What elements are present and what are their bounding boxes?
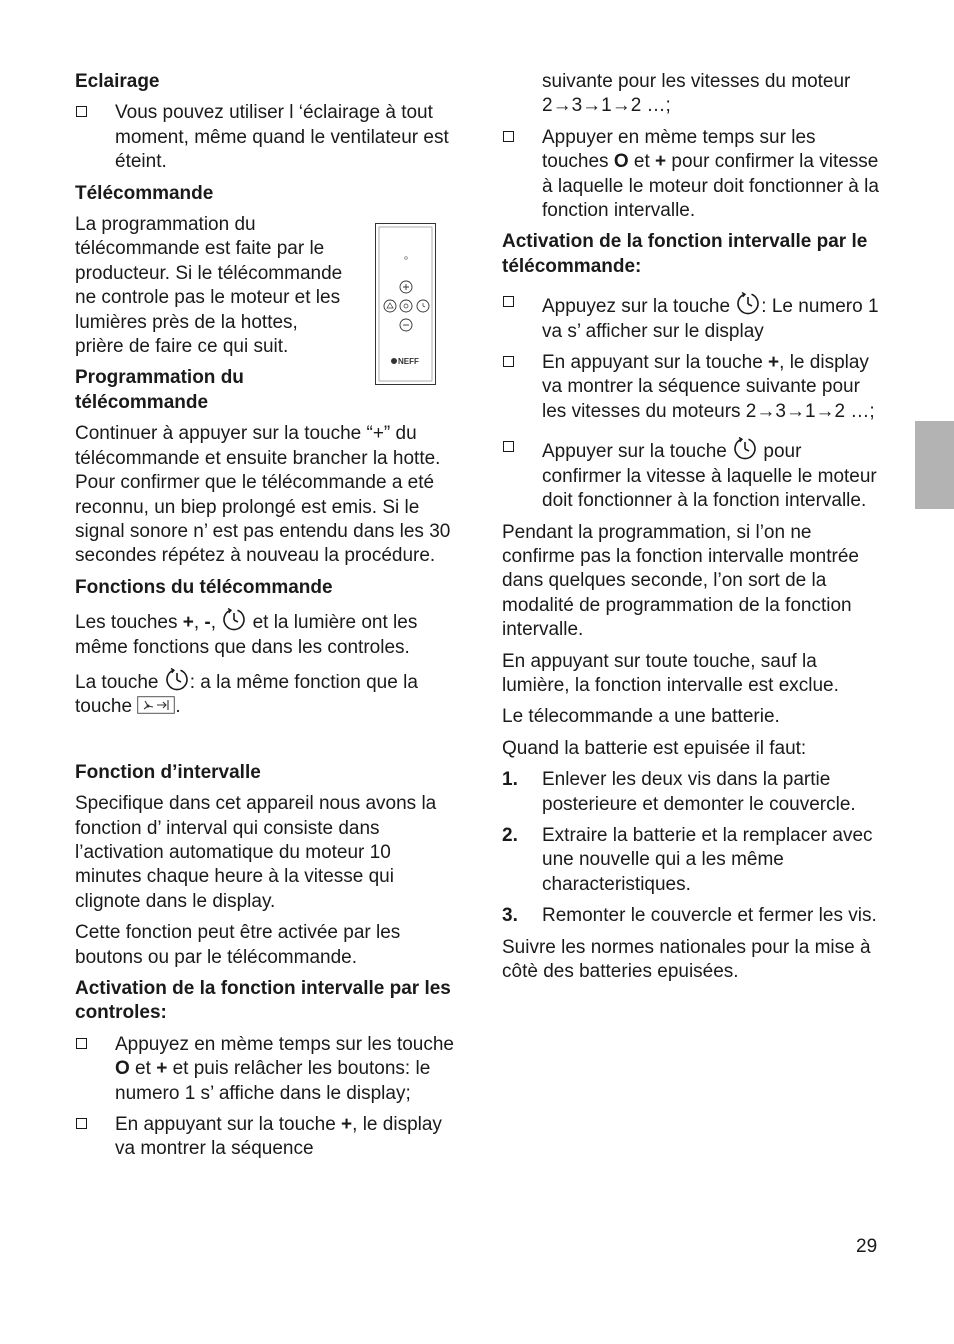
paragraph-appuyant: En appuyant sur toute touche, sauf la lumière, la fonction intervalle est exclue. xyxy=(502,650,839,696)
paragraph-fonctions-1: Les touches +, -, et la lumière ont les même fonctions que dans les controles. xyxy=(75,607,455,660)
bullet-item: En appuyant sur la touche +, le display va montrer la séquence xyxy=(75,1113,455,1162)
checkbox-bullet-icon xyxy=(503,356,514,367)
timer-clock-icon xyxy=(735,291,761,317)
side-tab-marker xyxy=(915,421,954,509)
remote-control-drawing xyxy=(376,224,435,384)
bullet-continuation: suivante pour les vitesses du moteur 2→3→1→2 …; xyxy=(542,71,851,117)
right-column xyxy=(502,70,880,991)
paragraph-suivre: Suivre les normes nationales pour la mise à côtè des batteries epuisées. xyxy=(502,936,871,982)
checkbox-bullet-icon xyxy=(503,441,514,452)
checkbox-bullet-icon xyxy=(503,131,514,142)
page-number: 29 xyxy=(856,1236,878,1257)
timer-clock-icon xyxy=(164,667,190,693)
bullet-item: En appuyant sur la touche +, le display va montrer la séquence suivante pour les vitesses du moteurs 2→3→1→2 …; xyxy=(502,351,880,424)
bullet-item: Appuyer sur la touche pour confirmer la vitesse à laquelle le moteur doit fonctionner à la fonction intervalle. xyxy=(502,436,880,513)
step-text: Remonter le couvercle et fermer les vis. xyxy=(542,905,877,927)
heading-intervalle: Fonction d’intervalle xyxy=(75,761,261,783)
heading-telecommande: Télécommande xyxy=(75,182,214,204)
checkbox-bullet-icon xyxy=(503,296,514,307)
heading-eclairage: Eclairage xyxy=(75,71,160,92)
numbered-step xyxy=(502,824,880,897)
checkbox-bullet-icon xyxy=(76,106,87,117)
paragraph-batterie: Le télecommande a une batterie. xyxy=(502,706,780,728)
paragraph-intervalle-2: Cette fonction peut être activée par les boutons ou par le télécommande. xyxy=(75,922,401,968)
timer-clock-icon xyxy=(732,436,758,462)
bullet-item: Appuyez en mème temps sur les touche O et + et puis relâcher les boutons: le numero 1 s’ affiche dans le display; xyxy=(75,1033,455,1106)
paragraph-pendant: Pendant la programmation, si l’on ne confirme pas la fonction intervalle montrée dans quelques seconde, l’on sort de la modalité de programmation de la fonction intervalle. xyxy=(502,521,859,641)
numbered-step xyxy=(502,904,880,928)
checkbox-bullet-icon xyxy=(76,1118,87,1129)
remote-control-illustration xyxy=(375,223,436,385)
numbered-step xyxy=(502,768,880,817)
paragraph-quand: Quand la batterie est epuisée il faut: xyxy=(502,737,807,759)
step-number: 2. xyxy=(502,824,518,846)
step-number: 3. xyxy=(502,905,518,927)
step-text: Extraire la batterie et la remplacer avec une nouvelle qui a les même characteristiques. xyxy=(542,824,873,895)
paragraph-telecommande: La programmation du télécommande est faite par le producteur. Si le télécommande ne controle pas le moteur et les lumières près de la hottes, prière de faire ce qui suit. xyxy=(75,214,343,358)
remote-brand-logo: NEFF xyxy=(398,357,419,366)
step-text: Enlever les deux vis dans la partie posterieure et demonter le couvercle. xyxy=(542,769,856,815)
bullet-item: Appuyez sur la touche : Le numero 1 va s’ afficher sur le display xyxy=(502,291,880,344)
paragraph-fonctions-2: La touche : a la même fonction que la touche . xyxy=(75,667,455,720)
fan-interval-icon xyxy=(137,696,175,714)
heading-activation-telecommande: Activation de la fonction intervalle par le télécommande: xyxy=(502,231,868,277)
paragraph-intervalle-1: Specifique dans cet appareil nous avons la fonction d’ interval qui consiste dans l’activation automatique du moteur 10 minutes chaque heure à la vitesse qui clignote dans le display. xyxy=(75,793,437,912)
step-number: 1. xyxy=(502,769,518,791)
paragraph-programmation: Continuer à appuyer sur la touche “+” du télécommande et ensuite brancher la hotte. Pour confirmer que le télécommande a eté reconnu, un biep prolongé est emis. Si le signal sonore n’ est pas entendu dans les 30 secondes répétez à nouveau la procédure. xyxy=(75,423,451,567)
bullet-item: Appuyer en mème temps sur les touches O et + pour confirmer la vitesse à laquelle le moteur doit fonctionner à la fonction intervalle. xyxy=(502,126,880,224)
bullet-item: Vous pouvez utiliser l ‘éclairage à tout moment, même quand le ventilateur est éteint. xyxy=(75,101,455,174)
checkbox-bullet-icon xyxy=(76,1038,87,1049)
timer-clock-icon xyxy=(221,607,247,633)
heading-programmation: Programmation du télécommande xyxy=(75,367,244,413)
heading-fonctions: Fonctions du télécommande xyxy=(75,576,333,598)
heading-activation-controles: Activation de la fonction intervalle par les controles: xyxy=(75,978,451,1024)
